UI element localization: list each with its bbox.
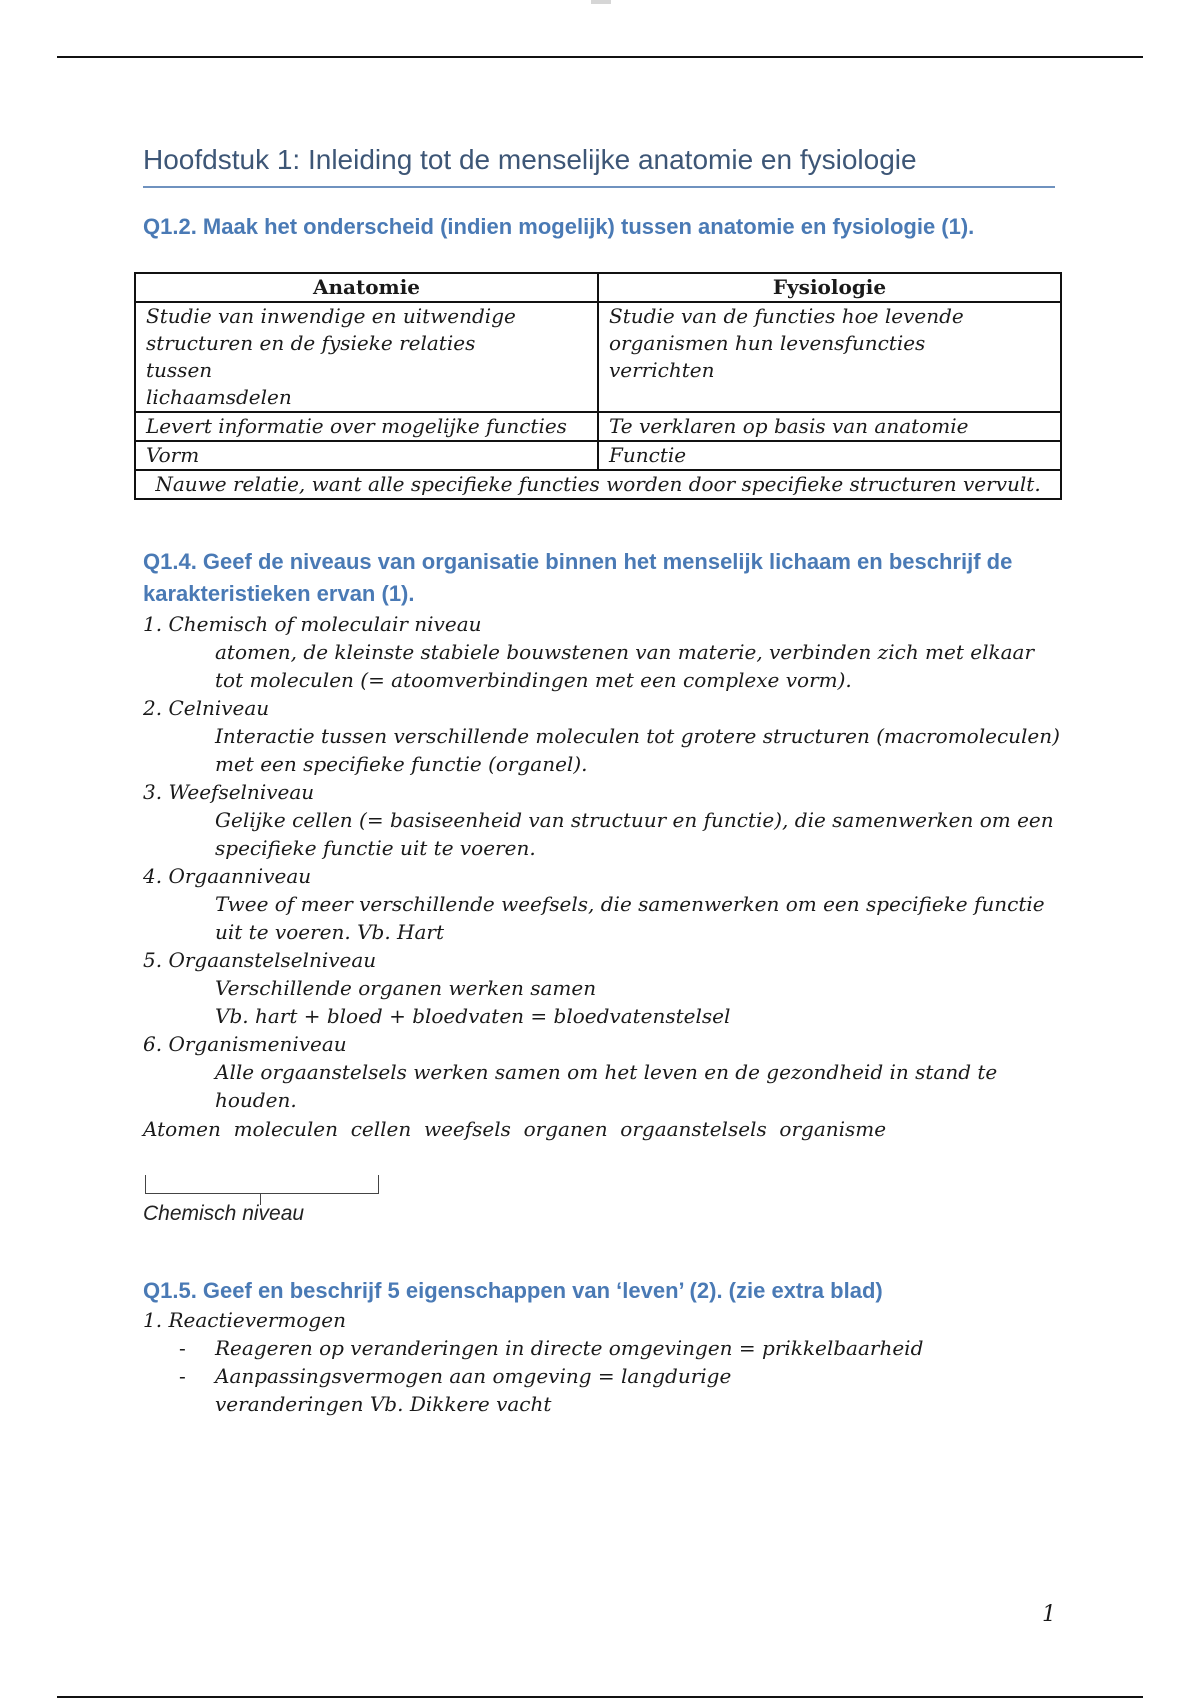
table-cell: Te verklaren op basis van anatomie (598, 412, 1061, 441)
page-top-tab (591, 0, 611, 4)
level-desc: specifieke functie uit te voeren. (215, 836, 536, 860)
table-footer-row (135, 470, 1061, 499)
level-desc: Interactie tussen verschillende moleculen tot grotere structuren (macromoleculen) (215, 724, 1060, 748)
list-item (143, 1030, 1073, 1114)
table-footer-cell: Nauwe relatie, want alle specifieke functies worden door specifieke structuren vervult. (135, 470, 1061, 499)
level-title: 2. Celniveau (143, 696, 270, 720)
table-cell: Functie (598, 441, 1061, 470)
level-title: 3. Weefselniveau (143, 780, 315, 804)
cell-line: Studie van inwendige en uitwendige (146, 304, 516, 328)
life-properties-list (143, 1306, 1073, 1418)
list-item (143, 778, 1073, 862)
level-desc: Twee of meer verschillende weefsels, die samenwerken om een specifieke functie (215, 892, 1045, 916)
level-desc: met een specifieke functie (organel). (215, 752, 588, 776)
header-rule (57, 56, 1143, 58)
level-title: 6. Organismeniveau (143, 1032, 347, 1056)
bullet-text: veranderingen Vb. Dikkere vacht (215, 1392, 552, 1416)
page-number: 1 (1042, 1602, 1056, 1627)
col-header-anatomie: Anatomie (135, 273, 598, 302)
level-desc: uit te voeren. Vb. Hart (215, 920, 444, 944)
col-header-fysiologie: Fysiologie (598, 273, 1061, 302)
organisation-chain: Atomen moleculen cellen weefsels organen orgaanstelsels organisme (143, 1117, 887, 1141)
table-header-row (135, 273, 1061, 302)
level-title: 5. Orgaanstelselniveau (143, 948, 377, 972)
cell-line: Studie van de functies hoe levende (609, 304, 964, 328)
table-cell: Levert informatie over mogelijke functies (135, 412, 598, 441)
level-title: 1. Chemisch of moleculair niveau (143, 612, 482, 636)
table-row (135, 441, 1061, 470)
chemical-level-bracket (145, 1175, 379, 1194)
level-desc: Vb. hart + bloed + bloedvaten = bloedvatenstelsel (215, 1004, 731, 1028)
bullet-dash: - (179, 1336, 186, 1360)
q14-heading (143, 546, 1063, 610)
level-desc: Gelijke cellen (= basiseenheid van structuur en functie), die samenwerken om een (215, 808, 1054, 832)
q14-heading-line: karakteristieken ervan (1). (143, 581, 415, 606)
list-item (143, 1362, 1073, 1418)
cell-line: tussen (146, 358, 213, 382)
q12-heading: Q1.2. Maak het onderscheid (indien mogelijk) tussen anatomie en fysiologie (1). (143, 214, 975, 239)
cell-line: verrichten (609, 358, 715, 382)
list-item (143, 610, 1073, 694)
cell-line: lichaamsdelen (146, 385, 292, 409)
table-cell: Vorm (135, 441, 598, 470)
list-item (143, 946, 1073, 1030)
q15-heading: Q1.5. Geef en beschrijf 5 eigenschappen van ‘leven’ (2). (zie extra blad) (143, 1278, 883, 1303)
level-title: 4. Orgaanniveau (143, 864, 312, 888)
chemical-level-label: Chemisch niveau (143, 1202, 305, 1225)
anatomy-physiology-table (134, 272, 1062, 500)
level-desc: Verschillende organen werken samen (215, 976, 597, 1000)
chapter-heading: Hoofdstuk 1: Inleiding tot de menselijke anatomie en fysiologie (143, 144, 1055, 188)
table-cell (135, 302, 598, 412)
organisation-levels-list (143, 610, 1073, 1114)
footer-rule (57, 1696, 1143, 1698)
bullet-text: Aanpassingsvermogen aan omgeving = langdurige (215, 1364, 732, 1388)
level-desc: tot moleculen (= atoomverbindingen met een complexe vorm). (215, 668, 852, 692)
bullet-text: Reageren op veranderingen in directe omgevingen = prikkelbaarheid (215, 1336, 924, 1360)
list-item (143, 862, 1073, 946)
list-item (143, 694, 1073, 778)
bullet-dash: - (179, 1364, 186, 1388)
list-item (143, 1334, 1073, 1362)
property-title: 1. Reactievermogen (143, 1308, 346, 1332)
table-row (135, 302, 1061, 412)
cell-line: organismen hun levensfuncties (609, 331, 926, 355)
level-desc: Alle orgaanstelsels werken samen om het leven en de gezondheid in stand te houden. (215, 1060, 998, 1112)
table-row (135, 412, 1061, 441)
cell-line: structuren en de fysieke relaties (146, 331, 476, 355)
level-desc: atomen, de kleinste stabiele bouwstenen van materie, verbinden zich met elkaar (215, 640, 1035, 664)
table-cell (598, 302, 1061, 412)
q14-heading-line: Q1.4. Geef de niveaus van organisatie binnen het menselijk lichaam en beschrijf de (143, 549, 1013, 574)
